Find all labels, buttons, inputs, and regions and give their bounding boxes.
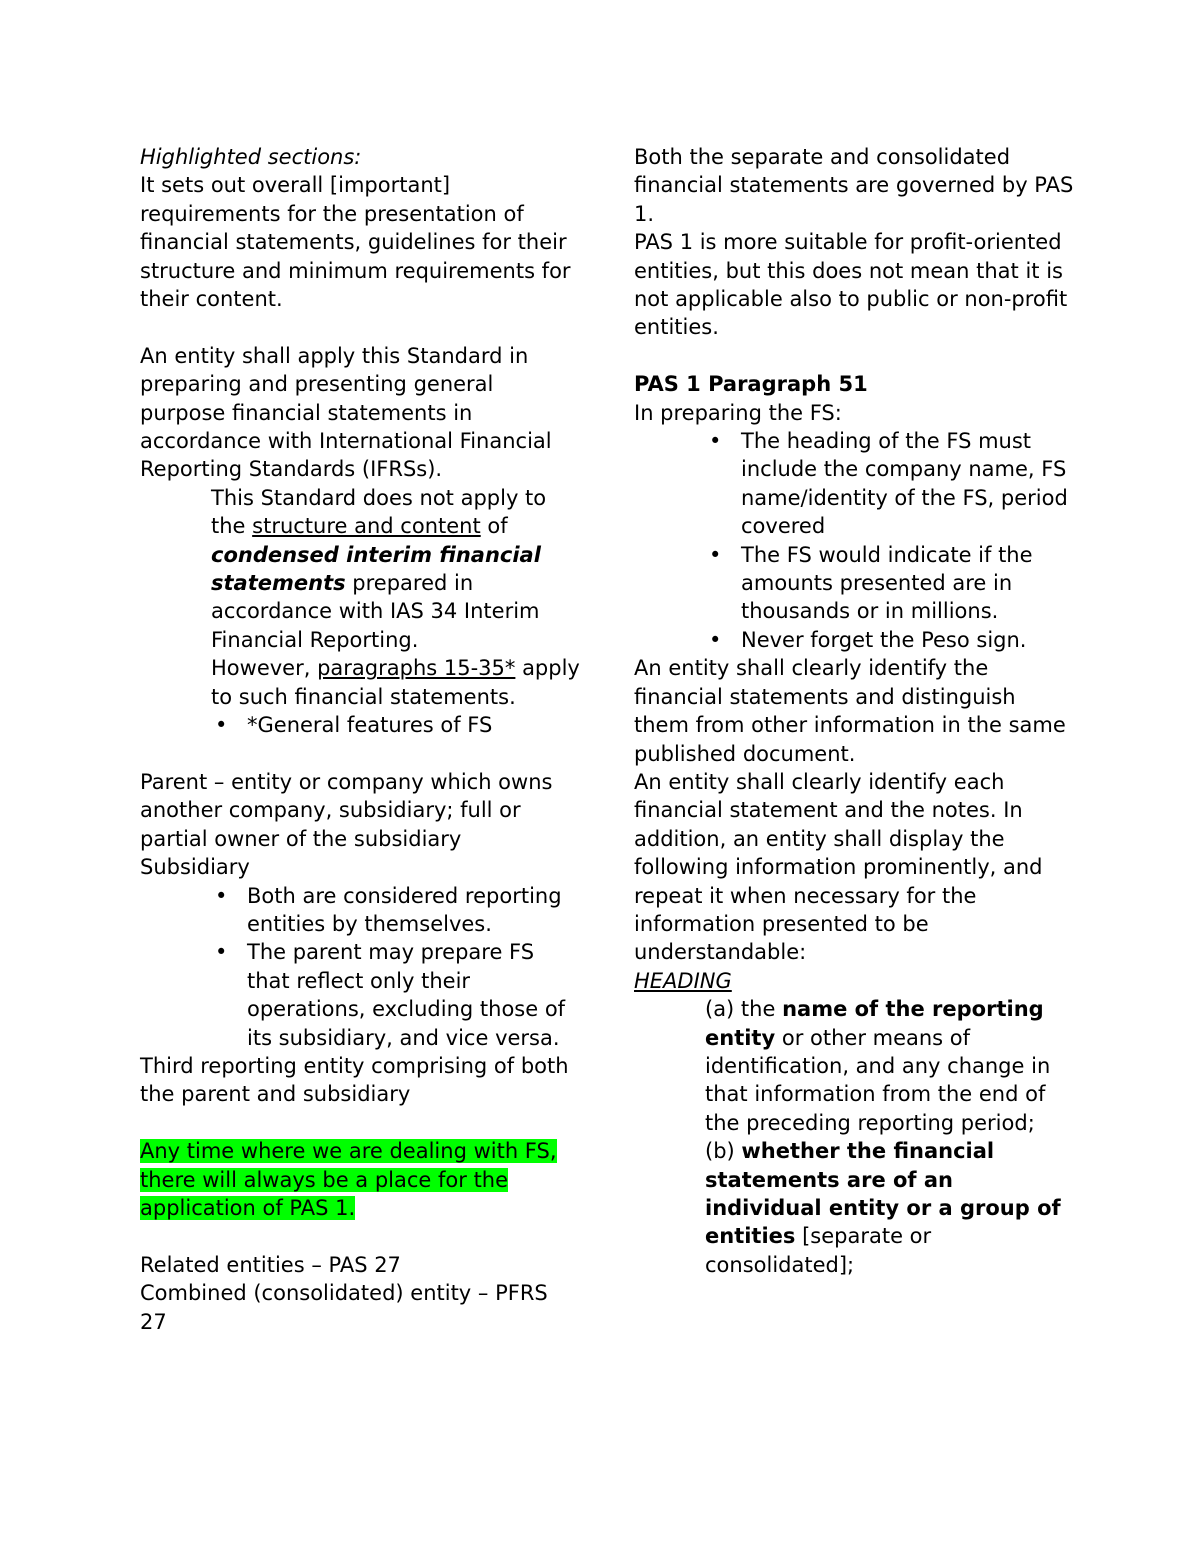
list-item: • The parent may prepare FS that reflect only their operations, excluding those of its subsidiary, and vice versa. bbox=[211, 938, 580, 1052]
left-column bbox=[140, 143, 580, 1336]
paragraphs-ref: paragraphs 15-35* bbox=[317, 656, 516, 681]
identify-fs-paragraph: An entity shall clearly identify the financial statements and distinguish them from other information in the same published document. bbox=[634, 656, 1066, 766]
reporting-entity-list bbox=[140, 882, 580, 1052]
list-item: • The FS would indicate if the amounts presented are in thousands or in millions. bbox=[705, 541, 1074, 626]
list-item: • *General features of FS bbox=[211, 711, 580, 739]
heading-label: HEADING bbox=[634, 968, 732, 993]
right-column bbox=[634, 143, 1074, 1279]
highlighted-note: Any time where we are dealing with FS, there will always be a place for the application of PAS 1. bbox=[140, 1139, 557, 1220]
identify-each-paragraph: An entity shall clearly identify each financial statement and the notes. In addition, an entity shall display the following information prominently, and repeat it when necessary for the information presented to be understandable: bbox=[634, 769, 1043, 965]
preparing-label: In preparing the FS: bbox=[634, 400, 842, 425]
related-entities: Related entities – PAS 27 bbox=[140, 1252, 401, 1277]
subsidiary-label: Subsidiary bbox=[140, 855, 250, 880]
highlighted-sections-heading: Highlighted sections: bbox=[140, 145, 362, 169]
combined-entity: Combined (consolidated) entity – PFRS 27 bbox=[140, 1281, 548, 1334]
exclusion-paragraph: This Standard does not apply to the structure and content of condensed interim financial statements prepared in accordance with IAS 34 Interim Financial Reporting. bbox=[211, 485, 547, 652]
scope-paragraph: An entity shall apply this Standard in preparing and presenting general purpose financial statements in accordance with International Financial Reporting Standards (IFRSs). bbox=[140, 343, 552, 482]
list-item: • Both are considered reporting entities by themselves. bbox=[211, 882, 580, 939]
item-a: (a) the name of the reporting entity or other means of identification, and any change in that information from the end of the preceding reporting period; bbox=[705, 997, 1051, 1135]
fs-heading-list bbox=[634, 427, 1074, 654]
however-paragraph: However, paragraphs 15-35* apply to such financial statements. bbox=[211, 656, 580, 709]
structure-content-link: structure and content bbox=[252, 514, 481, 539]
item-b: (b) whether the financial statements are of an individual entity or a group of entities [separate or consolidated]; bbox=[705, 1139, 1061, 1277]
suitable-paragraph: PAS 1 is more suitable for profit-oriented entities, but this does not mean that it is not applicable also to public or non-profit entities. bbox=[634, 230, 1068, 340]
para51-heading: PAS 1 Paragraph 51 bbox=[634, 372, 868, 397]
governed-paragraph: Both the separate and consolidated financial statements are governed by PAS 1. bbox=[634, 145, 1074, 226]
list-item: • The heading of the FS must include the company name, FS name/identity of the FS, period covered bbox=[705, 427, 1074, 541]
condensed-interim-term: condensed interim financial statements bbox=[211, 542, 541, 596]
third-entity-paragraph: Third reporting entity comprising of both the parent and subsidiary bbox=[140, 1053, 569, 1107]
list-item: • Never forget the Peso sign. bbox=[705, 626, 1074, 654]
intro-paragraph: It sets out overall [important] requirements for the presentation of financial statements, guidelines for their structure and minimum requirements for their content. bbox=[140, 173, 571, 312]
parent-definition: Parent – entity or company which owns another company, subsidiary; full or partial owner of the subsidiary bbox=[140, 769, 553, 851]
general-features-list bbox=[140, 711, 580, 739]
